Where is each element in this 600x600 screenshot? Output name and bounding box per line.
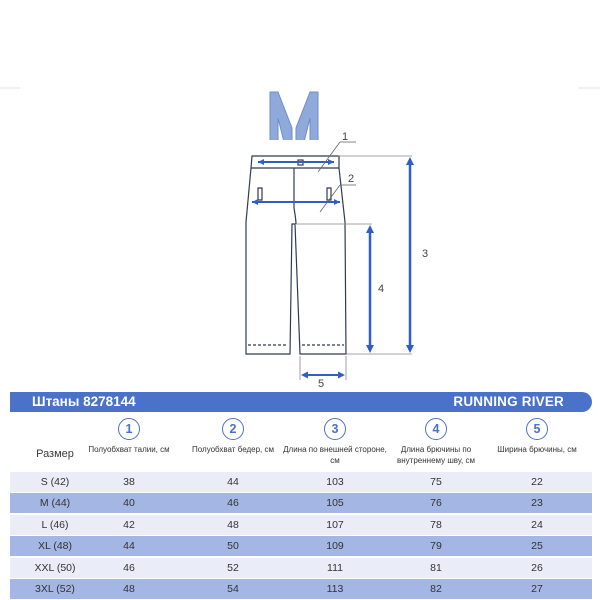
value-cell: 107 <box>326 518 344 531</box>
diagram-label-5: 5 <box>318 378 325 390</box>
table-row <box>10 579 592 599</box>
column-header-inseam <box>381 418 491 466</box>
column-label: Полуобхват талии, см <box>88 445 170 454</box>
value-cell: 44 <box>227 475 239 488</box>
column-number-badge: 2 <box>222 418 244 440</box>
value-cell: 26 <box>531 561 543 574</box>
title-banner <box>10 392 592 412</box>
column-label: Длина брючины по внутреннему шву, см <box>397 445 475 465</box>
value-cell: 24 <box>531 518 543 531</box>
value-cell: 76 <box>430 497 442 509</box>
value-cell: 40 <box>123 497 135 509</box>
value-cell: 38 <box>123 475 135 488</box>
column-header-hips <box>178 418 288 455</box>
value-cell: 75 <box>430 475 442 488</box>
value-cell: 111 <box>327 561 343 574</box>
value-cell: 105 <box>326 497 344 509</box>
value-cell: 109 <box>326 540 344 552</box>
table-row <box>10 472 592 492</box>
column-header-waist <box>74 418 184 455</box>
table-header <box>10 418 592 470</box>
product-title: Штаны 8278144 <box>32 394 136 409</box>
table-row <box>10 515 592 535</box>
column-label: Полуобхват бедер, см <box>192 445 274 454</box>
value-cell: 46 <box>227 497 239 509</box>
column-number-badge: 4 <box>425 418 447 440</box>
column-header-leg-width <box>482 418 592 455</box>
value-cell: 78 <box>430 518 442 531</box>
size-column-header: Размер <box>36 448 74 460</box>
value-cell: 42 <box>123 518 135 531</box>
value-cell: 25 <box>531 540 543 552</box>
value-cell: 27 <box>531 583 543 595</box>
column-number-badge: 1 <box>118 418 140 440</box>
value-cell: 82 <box>430 583 442 595</box>
value-cell: 48 <box>123 583 135 595</box>
column-number-badge: 3 <box>324 418 346 440</box>
value-cell: 79 <box>430 540 442 552</box>
column-label: Ширина брючины, см <box>497 445 577 454</box>
value-cell: 48 <box>227 518 239 531</box>
size-cell: M (44) <box>39 497 71 509</box>
diagram-label-4: 4 <box>378 283 385 295</box>
pants-outline <box>246 156 346 354</box>
value-cell: 50 <box>227 540 239 552</box>
brand-name: RUNNING RIVER <box>453 394 564 409</box>
diagram-label-1: 1 <box>342 131 349 143</box>
column-label: Длина по внешней стороне, см <box>283 445 387 465</box>
diagram-label-3: 3 <box>422 248 429 260</box>
value-cell: 103 <box>326 475 344 488</box>
value-cell: 23 <box>531 497 543 509</box>
suspenders <box>266 92 324 154</box>
value-cell: 113 <box>326 583 344 595</box>
column-header-outer-length <box>280 418 390 466</box>
value-cell: 22 <box>531 475 543 488</box>
value-cell: 52 <box>227 561 239 574</box>
column-number-badge: 5 <box>526 418 548 440</box>
table-row <box>10 493 592 513</box>
diagram-label-2: 2 <box>348 173 355 185</box>
value-cell: 46 <box>123 561 135 574</box>
table-row <box>10 558 592 578</box>
size-cell: XL (48) <box>37 540 73 552</box>
size-table <box>10 418 592 599</box>
value-cell: 81 <box>430 561 442 574</box>
table-row <box>10 536 592 556</box>
value-cell: 54 <box>227 583 239 595</box>
size-cell: 3XL (52) <box>35 583 75 595</box>
size-cell: XXL (50) <box>34 561 76 574</box>
value-cell: 44 <box>123 540 135 552</box>
size-cell: S (42) <box>40 475 70 488</box>
size-cell: L (46) <box>41 518 69 531</box>
